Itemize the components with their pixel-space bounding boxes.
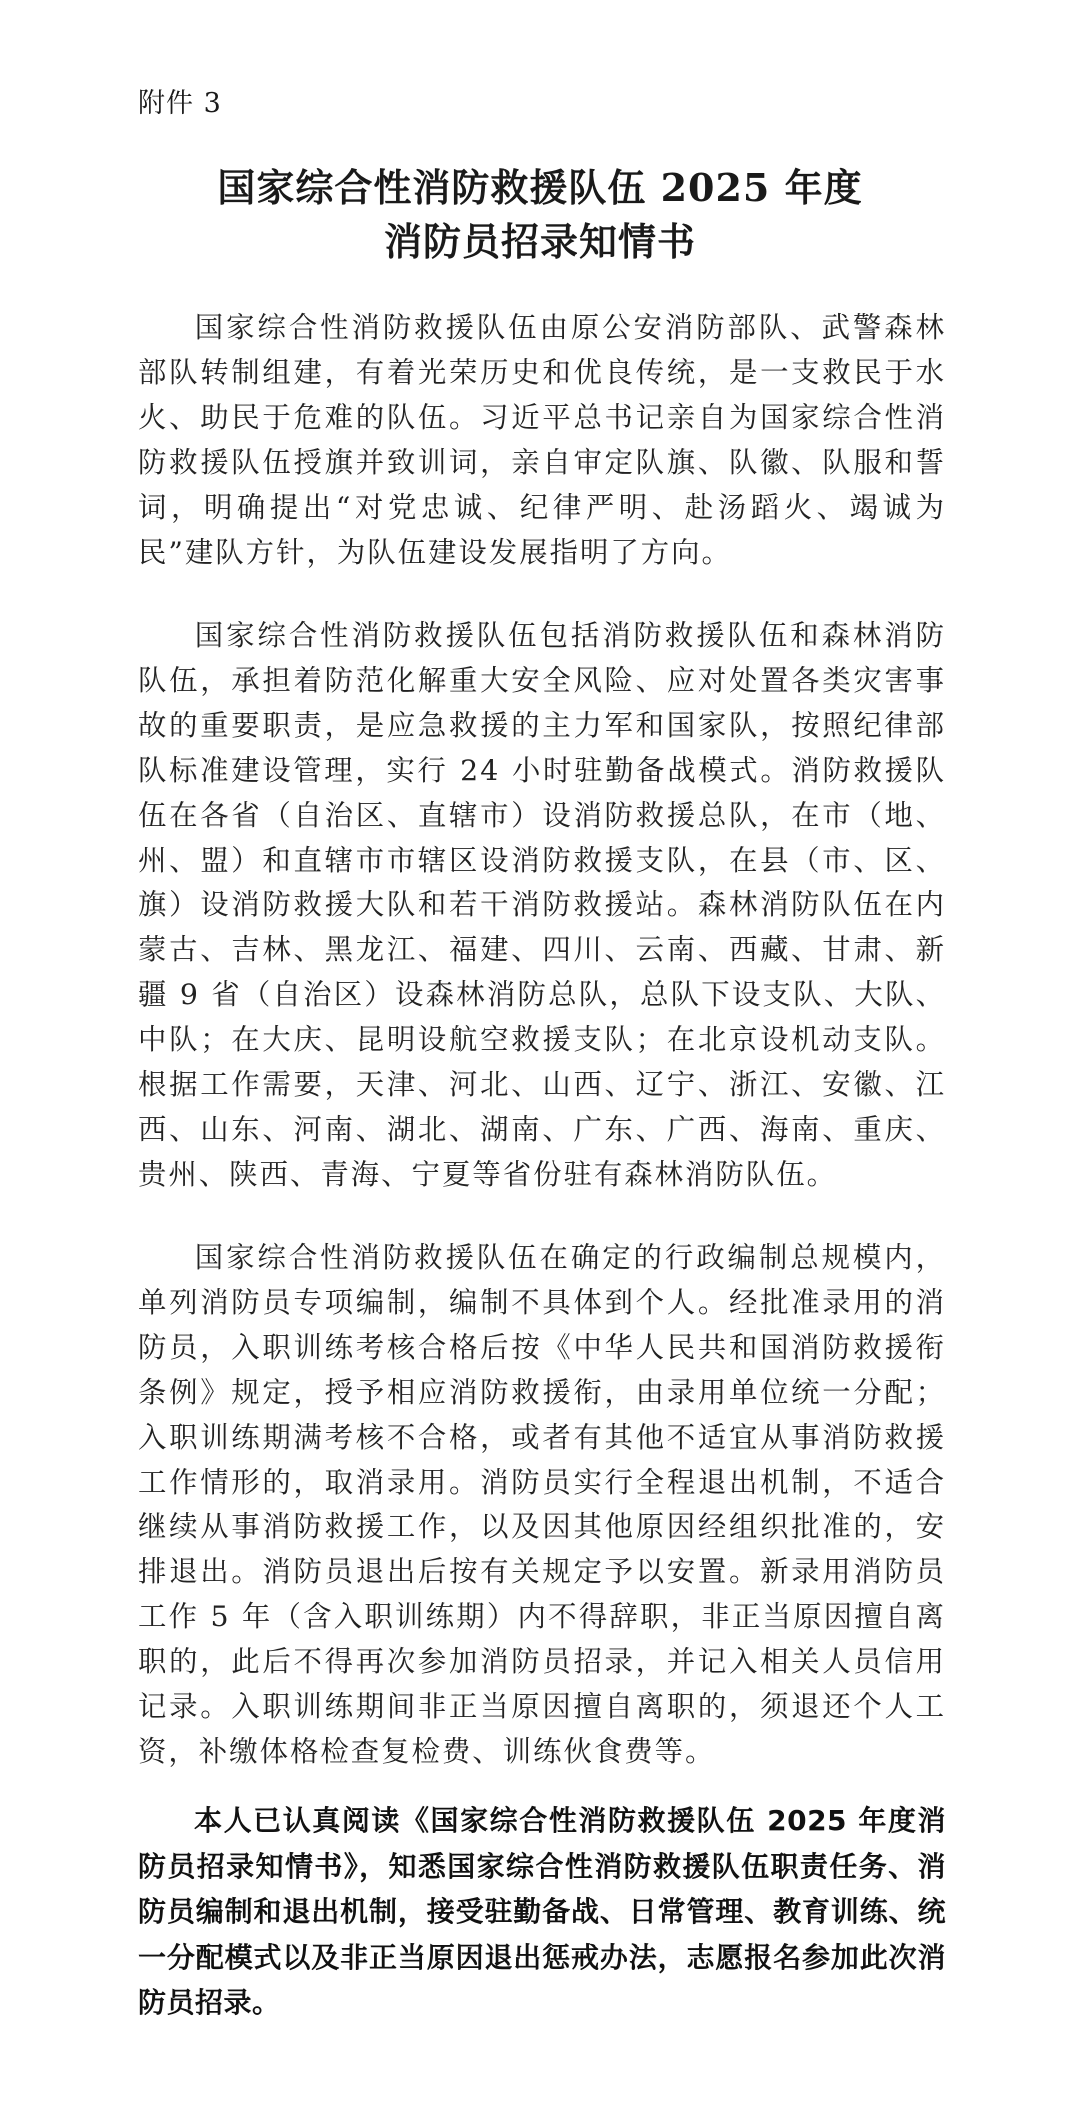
document-title-line-1: 国家综合性消防救援队伍 2025 年度 — [217, 165, 863, 210]
body-paragraph-structure: 国家综合性消防救援队伍包括消防救援队伍和森林消防队伍，承担着防范化解重大安全风险、应对处置各类灾害事故的重要职责，是应急救援的主力军和国家队，按照纪律部队标准建设管理，实行 24 小时驻勤备战模式。消防救援队伍在各省（自治区、直辖市）设消防救援总队，在市（地、州、盟）和直辖市市辖区设消防救援支队，在县（市、区、旗）设消防救援大队和若干消防救援站。森林消防队伍在内蒙古、吉林、黑龙江、福建、四川、云南、西藏、甘肃、新疆 9 省（自治区）设森林消防总队，总队下设支队、大队、中队；在大庆、昆明设航空救援支队；在北京设机动支队。根据工作需要，天津、河北、山西、辽宁、浙江、安徽、江西、山东、河南、湖北、湖南、广东、广西、海南、重庆、贵州、陕西、青海、宁夏等省份驻有森林消防队伍。 — [138, 619, 946, 1191]
body-paragraph-staffing: 国家综合性消防救援队伍在确定的行政编制总规模内，单列消防员专项编制，编制不具体到个人。经批准录用的消防员，入职训练考核合格后按《中华人民共和国消防救援衔条例》规定，授予相应消防救援衔，由录用单位统一分配；入职训练期满考核不合格，或者有其他不适宜从事消防救援工作情形的，取消录用。消防员实行全程退出机制，不适合继续从事消防救援工作，以及因其他原因经组织批准的，安排退出。消防员退出后按有关规定予以安置。新录用消防员工作 5 年（含入职训练期）内不得辞职，非正当原因擅自离职的，此后不得再次参加消防员招录，并记入相关人员信用记录。入职训练期间非正当原因擅自离职的，须退还个人工资，补缴体格检查复检费、训练伙食费等。 — [138, 1241, 946, 1768]
body-paragraph-history: 国家综合性消防救援队伍由原公安消防部队、武警森林部队转制组建，有着光荣历史和优良传统，是一支救民于水火、助民于危难的队伍。习近平总书记亲自为国家综合性消防救援队伍授旗并致训词，亲自审定队旗、队徽、队服和誓词，明确提出“对党忠诚、纪律严明、赴汤蹈火、竭诚为民”建队方针，为队伍建设发展指明了方向。 — [138, 311, 946, 569]
attachment-label: 附件 3 — [138, 88, 222, 119]
document-title-line-2: 消防员招录知情书 — [383, 219, 696, 264]
applicant-pledge: 本人已认真阅读《国家综合性消防救援队伍 2025 年度消防员招录知情书》，知悉国家综合性消防救援队伍职责任务、消防员编制和退出机制，接受驻勤备战、日常管理、教育训练、统一分配模式以及非正当原因退出惩戒办法，志愿报名参加此次消防员招录。 — [138, 1804, 946, 2019]
